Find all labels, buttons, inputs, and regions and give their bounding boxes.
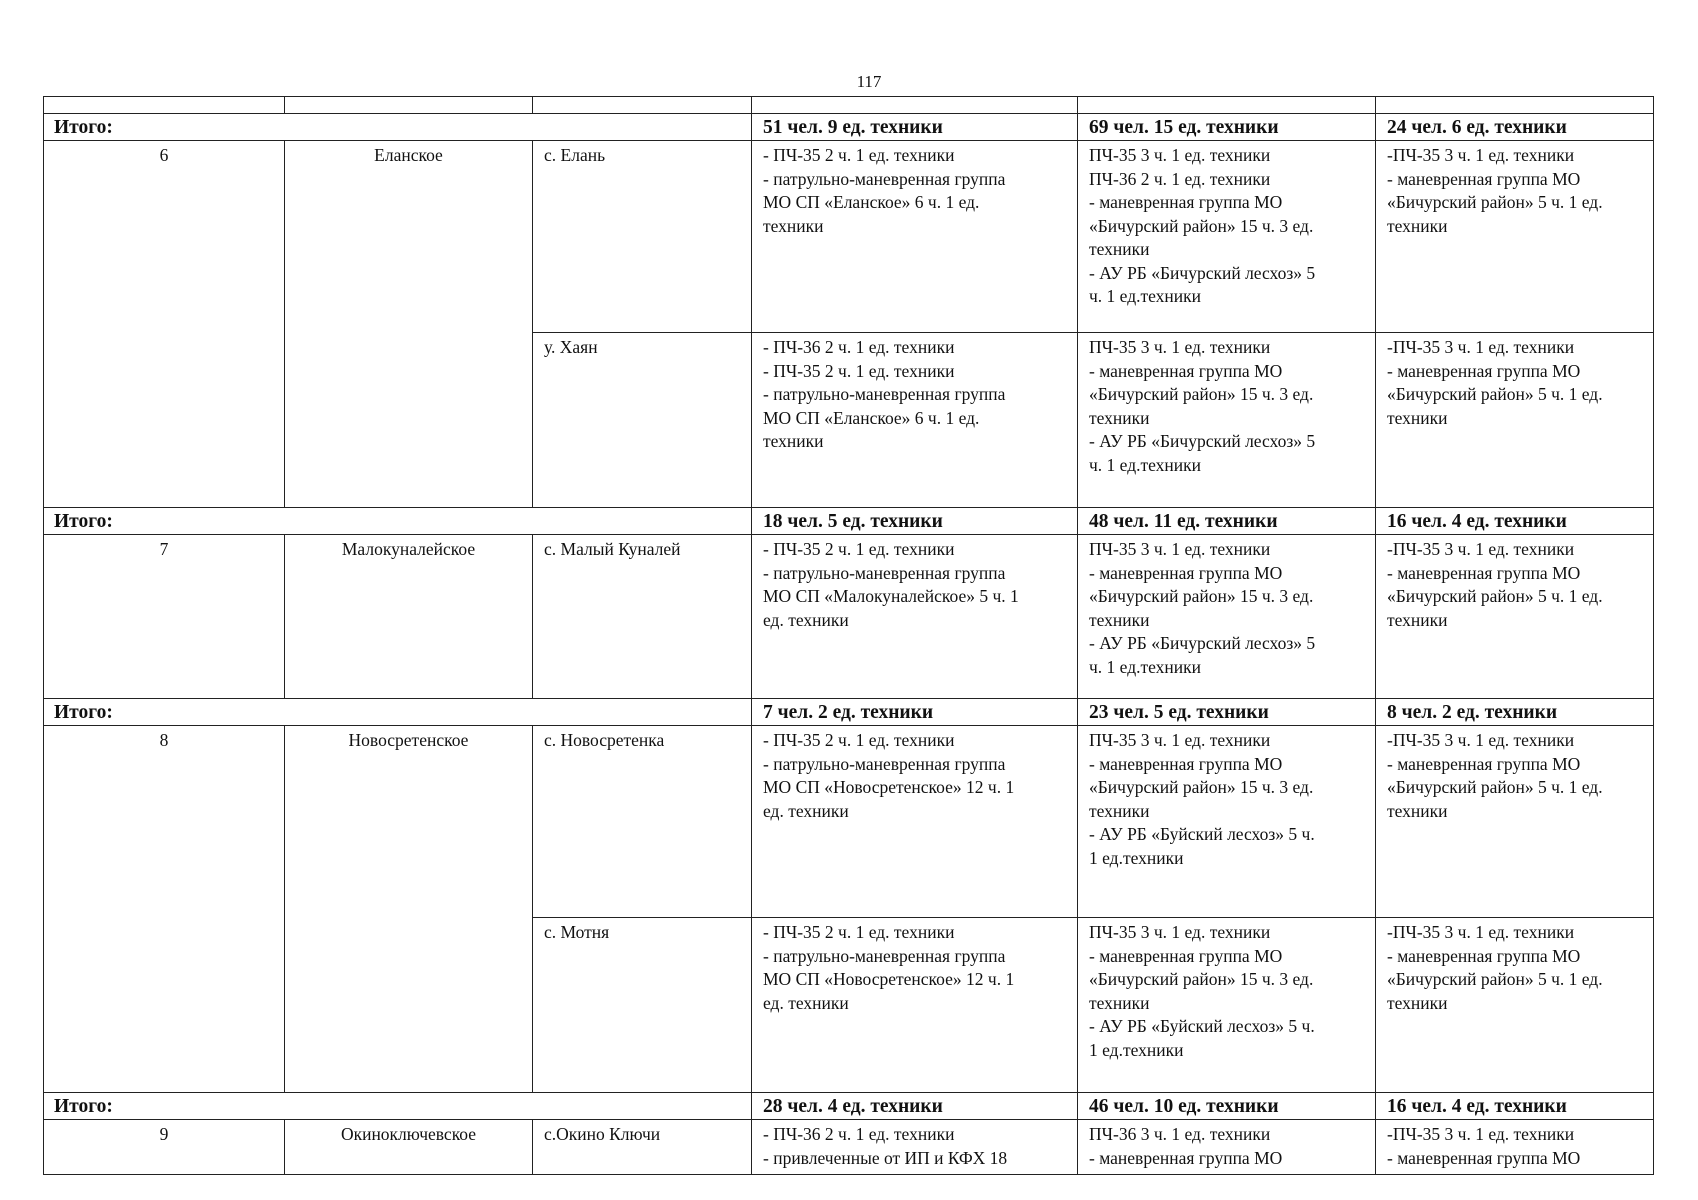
- forces-c2: [1078, 1120, 1376, 1175]
- forces-c2: [1078, 141, 1376, 333]
- forces-c2-line: «Бичурский район» 15 ч. 3 ед.: [1089, 215, 1314, 236]
- forces-c2-line: «Бичурский район» 15 ч. 3 ед.: [1089, 777, 1314, 797]
- total-c3: 16 чел. 4 ед. техники: [1376, 508, 1654, 535]
- forces-c3-line: техники: [1387, 407, 1448, 428]
- forces-c1-line: МО СП «Малокуналейское» 5 ч. 1: [763, 586, 1019, 606]
- forces-c2-line: ПЧ-35 3 ч. 1 ед. техники: [1089, 922, 1271, 942]
- forces-c3-line: -ПЧ-35 3 ч. 1 ед. техники: [1387, 539, 1575, 559]
- table-row: [44, 141, 1654, 333]
- forces-c3-line: -ПЧ-35 3 ч. 1 ед. техники: [1387, 145, 1575, 165]
- forces-c2: [1078, 918, 1376, 1093]
- header-cell: [533, 97, 752, 114]
- forces-c2-line: 1 ед.техники: [1089, 1039, 1184, 1060]
- forces-c2-line: техники: [1089, 992, 1150, 1013]
- forces-c1-line: - ПЧ-35 2 ч. 1 ед. техники: [763, 730, 955, 750]
- total-c1: 51 чел. 9 ед. техники: [752, 114, 1078, 141]
- total-c1: 7 чел. 2 ед. техники: [752, 699, 1078, 726]
- forces-c1-line: МО СП «Еланское» 6 ч. 1 ед.: [763, 407, 980, 428]
- total-c2: 48 чел. 11 ед. техники: [1078, 508, 1376, 535]
- settlement-name: Еланское: [285, 141, 533, 508]
- forces-c1: [752, 535, 1078, 699]
- total-c3: 16 чел. 4 ед. техники: [1376, 1093, 1654, 1120]
- forces-c3-line: -ПЧ-35 3 ч. 1 ед. техники: [1387, 922, 1575, 942]
- forces-c1-line: МО СП «Новосретенское» 12 ч. 1: [763, 969, 1015, 989]
- forces-c3-line: «Бичурский район» 5 ч. 1 ед.: [1387, 384, 1603, 404]
- table-row: [44, 1120, 1654, 1175]
- forces-c1-line: МО СП «Еланское» 6 ч. 1 ед.: [763, 192, 980, 212]
- forces-c3-line: - маневренная группа МО: [1387, 168, 1581, 189]
- locality-name: с. Елань: [533, 141, 752, 333]
- forces-c3-line: - маневренная группа МО: [1387, 1147, 1581, 1168]
- forces-c1-line: ед. техники: [763, 992, 849, 1013]
- forces-c3-line: техники: [1387, 215, 1448, 236]
- forces-c2-line: «Бичурский район» 15 ч. 3 ед.: [1089, 384, 1314, 404]
- forces-c1-line: ед. техники: [763, 609, 849, 630]
- forces-c1-line: - патрульно-маневренная группа: [763, 168, 1006, 189]
- forces-c1-line: - привлеченные от ИП и КФХ 18: [763, 1147, 1008, 1168]
- forces-c2-line: - АУ РБ «Бичурский лесхоз» 5: [1089, 633, 1316, 653]
- forces-c3-line: - маневренная группа МО: [1387, 945, 1581, 966]
- forces-c1: [752, 1120, 1078, 1175]
- forces-c3-line: - маневренная группа МО: [1387, 562, 1581, 583]
- forces-c1-line: - ПЧ-35 2 ч. 1 ед. техники: [763, 360, 955, 381]
- row-number: 8: [44, 726, 285, 1093]
- forces-c2-line: техники: [1089, 609, 1150, 630]
- forces-c2-line: - АУ РБ «Буйский лесхоз» 5 ч.: [1089, 824, 1315, 844]
- forces-c2-line: техники: [1089, 239, 1150, 259]
- header-cell: [44, 97, 285, 114]
- page-number: 117: [856, 72, 882, 91]
- forces-c2-line: ПЧ-35 3 ч. 1 ед. техники: [1089, 145, 1271, 165]
- forces-c2: [1078, 535, 1376, 699]
- forces-c2-line: - маневренная группа МО: [1089, 562, 1283, 583]
- forces-c3: [1376, 141, 1654, 333]
- forces-c2-line: - маневренная группа МО: [1089, 1147, 1283, 1168]
- forces-c2-line: - маневренная группа МО: [1089, 360, 1283, 381]
- total-label: Итого:: [44, 1093, 752, 1120]
- settlement-name: Новосретенское: [285, 726, 533, 1093]
- forces-c1-line: - ПЧ-35 2 ч. 1 ед. техники: [763, 922, 955, 942]
- forces-c2-line: «Бичурский район» 15 ч. 3 ед.: [1089, 586, 1314, 606]
- forces-c3-line: -ПЧ-35 3 ч. 1 ед. техники: [1387, 337, 1575, 357]
- header-row: [44, 97, 1654, 114]
- forces-c2: [1078, 726, 1376, 918]
- forces-c3-line: «Бичурский район» 5 ч. 1 ед.: [1387, 586, 1603, 606]
- total-c2: 69 чел. 15 ед. техники: [1078, 114, 1376, 141]
- total-label: Итого:: [44, 114, 752, 141]
- total-c3: 8 чел. 2 ед. техники: [1376, 699, 1654, 726]
- forces-c1-line: - патрульно-маневренная группа: [763, 384, 1006, 404]
- forces-c3-line: «Бичурский район» 5 ч. 1 ед.: [1387, 777, 1603, 797]
- forces-c2-line: - маневренная группа МО: [1089, 192, 1283, 212]
- forces-c1-line: ед. техники: [763, 800, 849, 821]
- locality-name: с. Мотня: [533, 918, 752, 1093]
- total-row: [44, 699, 1654, 726]
- header-cell: [1078, 97, 1376, 114]
- forces-c3-line: техники: [1387, 992, 1448, 1013]
- total-c3: 24 чел. 6 ед. техники: [1376, 114, 1654, 141]
- forces-c2-line: - АУ РБ «Бичурский лесхоз» 5: [1089, 262, 1316, 283]
- forces-c2-line: - АУ РБ «Буйский лесхоз» 5 ч.: [1089, 1016, 1315, 1036]
- locality-name: у. Хаян: [533, 333, 752, 508]
- locality-name: с.Окино Ключи: [533, 1120, 752, 1175]
- total-row: [44, 114, 1654, 141]
- table-row: [44, 535, 1654, 699]
- forces-c1-line: - патрульно-маневренная группа: [763, 753, 1006, 774]
- forces-c2-line: ПЧ-36 3 ч. 1 ед. техники: [1089, 1124, 1271, 1144]
- forces-c3: [1376, 535, 1654, 699]
- forces-c2-line: 1 ед.техники: [1089, 847, 1184, 868]
- forces-c2-line: техники: [1089, 407, 1150, 428]
- forces-c1-line: - ПЧ-36 2 ч. 1 ед. техники: [763, 1124, 955, 1144]
- forces-c1: [752, 333, 1078, 508]
- settlement-name: Окиноключевское: [285, 1120, 533, 1175]
- forces-c3-line: «Бичурский район» 5 ч. 1 ед.: [1387, 192, 1603, 212]
- forces-c2: [1078, 333, 1376, 508]
- total-c1: 18 чел. 5 ед. техники: [752, 508, 1078, 535]
- locality-name: с. Новосретенка: [533, 726, 752, 918]
- forces-c2-line: - АУ РБ «Бичурский лесхоз» 5: [1089, 431, 1316, 451]
- forces-c1: [752, 141, 1078, 333]
- forces-c2-line: техники: [1089, 800, 1150, 821]
- header-cell: [285, 97, 533, 114]
- total-label: Итого:: [44, 699, 752, 726]
- total-c2: 23 чел. 5 ед. техники: [1078, 699, 1376, 726]
- forces-c3-line: техники: [1387, 800, 1448, 821]
- forces-c2-line: - маневренная группа МО: [1089, 945, 1283, 966]
- forces-c1-line: техники: [763, 431, 824, 451]
- forces-c3-line: -ПЧ-35 3 ч. 1 ед. техники: [1387, 1124, 1575, 1144]
- header-cell: [752, 97, 1078, 114]
- forces-c1-line: - патрульно-маневренная группа: [763, 562, 1006, 583]
- forces-c3-line: «Бичурский район» 5 ч. 1 ед.: [1387, 969, 1603, 989]
- forces-c3: [1376, 726, 1654, 918]
- forces-c3: [1376, 1120, 1654, 1175]
- forces-c2-line: ПЧ-35 3 ч. 1 ед. техники: [1089, 539, 1271, 559]
- forces-c1-line: - ПЧ-35 2 ч. 1 ед. техники: [763, 539, 955, 559]
- row-number: 9: [44, 1120, 285, 1175]
- forces-c2-line: ч. 1 ед.техники: [1089, 286, 1202, 306]
- forces-c3-line: техники: [1387, 609, 1448, 630]
- total-c1: 28 чел. 4 ед. техники: [752, 1093, 1078, 1120]
- forces-c2-line: ч. 1 ед.техники: [1089, 656, 1202, 677]
- forces-c3-line: - маневренная группа МО: [1387, 360, 1581, 381]
- forces-table: [43, 96, 1654, 1175]
- forces-c1: [752, 726, 1078, 918]
- row-number: 7: [44, 535, 285, 699]
- forces-c1-line: МО СП «Новосретенское» 12 ч. 1: [763, 777, 1015, 797]
- forces-c2-line: ПЧ-36 2 ч. 1 ед. техники: [1089, 168, 1271, 189]
- forces-c1: [752, 918, 1078, 1093]
- locality-name: с. Малый Куналей: [533, 535, 752, 699]
- forces-c1-line: техники: [763, 215, 824, 236]
- header-cell: [1376, 97, 1654, 114]
- forces-c1-line: - патрульно-маневренная группа: [763, 945, 1006, 966]
- row-number: 6: [44, 141, 285, 508]
- forces-c2-line: «Бичурский район» 15 ч. 3 ед.: [1089, 969, 1314, 989]
- total-row: [44, 508, 1654, 535]
- total-label: Итого:: [44, 508, 752, 535]
- total-row: [44, 1093, 1654, 1120]
- forces-c3: [1376, 333, 1654, 508]
- forces-c2-line: ПЧ-35 3 ч. 1 ед. техники: [1089, 730, 1271, 750]
- forces-c2-line: - маневренная группа МО: [1089, 753, 1283, 774]
- table-row: [44, 726, 1654, 918]
- total-c2: 46 чел. 10 ед. техники: [1078, 1093, 1376, 1120]
- forces-c3: [1376, 918, 1654, 1093]
- settlement-name: Малокуналейское: [285, 535, 533, 699]
- forces-c1-line: - ПЧ-35 2 ч. 1 ед. техники: [763, 145, 955, 165]
- forces-c1-line: - ПЧ-36 2 ч. 1 ед. техники: [763, 337, 955, 357]
- forces-c2-line: ПЧ-35 3 ч. 1 ед. техники: [1089, 337, 1271, 357]
- forces-c2-line: ч. 1 ед.техники: [1089, 454, 1202, 475]
- forces-c3-line: -ПЧ-35 3 ч. 1 ед. техники: [1387, 730, 1575, 750]
- forces-c3-line: - маневренная группа МО: [1387, 753, 1581, 774]
